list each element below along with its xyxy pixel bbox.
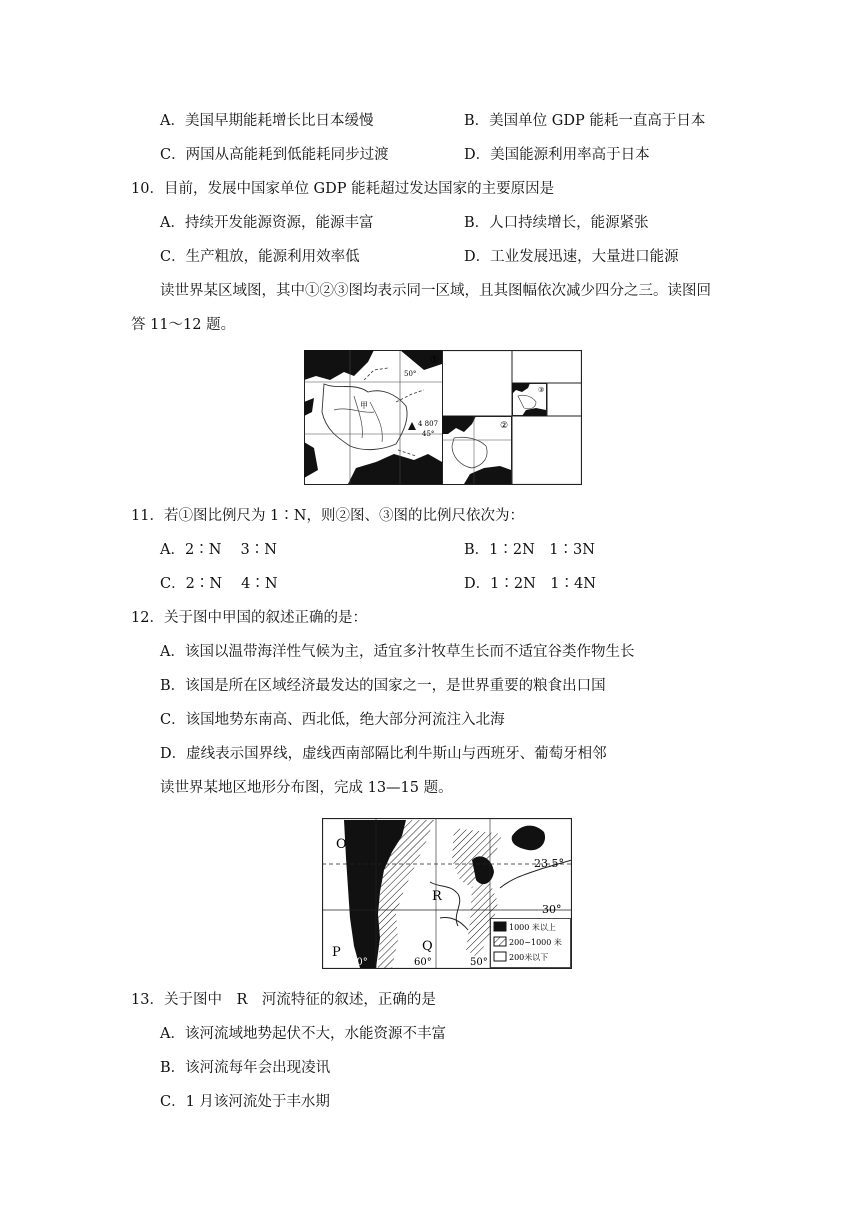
- q13-option-c: C．1 月该河流处于丰水期: [160, 1094, 330, 1110]
- q10-option-d: D．工业发展迅速，大量进口能源: [464, 249, 679, 265]
- lon-0: 0°: [342, 474, 350, 482]
- peak-height: 4 807: [418, 420, 439, 428]
- lat-45: 45°: [422, 430, 435, 438]
- lon-50: 50°: [470, 957, 488, 968]
- q9-option-d: D．美国能源利用率高于日本: [464, 147, 650, 163]
- q11-option-b: B．1∶2N 1∶3N: [464, 542, 595, 558]
- q11-option-d: D．1∶2N 1∶4N: [464, 576, 596, 592]
- q10-option-b: B．人口持续增长，能源紧张: [464, 215, 649, 231]
- lat-23-5: 23.5°: [534, 857, 564, 870]
- q9-option-b: B．美国单位 GDP 能耗一直高于日本: [464, 113, 706, 129]
- q12-option-d: D．虚线表示国界线，虚线西南部隔比利牛斯山与西班牙、葡萄牙相邻: [160, 746, 607, 762]
- q12-option-c: C．该国地势东南高、西北低，绝大部分河流注入北海: [160, 712, 505, 728]
- intro-11-12-line2: 答 11～12 题。: [131, 317, 236, 333]
- q13-option-a: A．该河流域地势起伏不大，水能资源不丰富: [160, 1026, 446, 1042]
- q10-stem: 10．目前，发展中国家单位 GDP 能耗超过发达国家的主要原因是: [131, 181, 555, 197]
- q13-option-b: B．该河流每年会出现凌讯: [160, 1060, 331, 1076]
- lat-30: 30°: [542, 903, 562, 916]
- country-jia: 甲: [360, 401, 368, 410]
- lon-70: 70°: [350, 957, 368, 968]
- legend-label-high: 1000 米以上: [509, 923, 556, 932]
- lat-50: 50°: [404, 370, 417, 378]
- label-panel-3: ③: [538, 386, 545, 394]
- intro-11-12-line1: 读世界某区域图，其中①②③图均表示同一区域，且其图幅依次减少四分之三。读图回: [160, 283, 711, 299]
- lon-60: 60°: [414, 957, 432, 968]
- q10-option-c: C．生产粗放，能源利用效率低: [160, 249, 360, 265]
- q13-stem: 13．关于图中 R 河流特征的叙述，正确的是: [131, 992, 436, 1008]
- terrain-map-figure: [322, 818, 572, 969]
- label-r: R: [432, 889, 442, 904]
- legend-swatch-mid: [494, 937, 506, 946]
- q12-stem: 12．关于图中甲国的叙述正确的是：: [131, 610, 367, 626]
- q11-option-c: C．2∶N 4∶N: [160, 576, 278, 592]
- intro-13-15: 读世界某地区地形分布图，完成 13—15 题。: [160, 780, 453, 796]
- q12-option-b: B．该国是所在区域经济最发达的国家之一，是世界重要的粮食出口国: [160, 678, 606, 694]
- label-o: O: [336, 837, 347, 852]
- q9-option-c: C．两国从高能耗到低能耗同步过渡: [160, 147, 389, 163]
- region-map-figure: [304, 350, 582, 485]
- label-panel-2: ②: [500, 421, 509, 431]
- q9-option-a: A．美国早期能耗增长比日本缓慢: [160, 113, 374, 129]
- q11-stem: 11．若①图比例尺为 1∶N，则②图、③图的比例尺依次为：: [131, 508, 524, 524]
- legend-label-low: 200米以下: [509, 953, 549, 962]
- label-p: P: [332, 945, 341, 960]
- q12-option-a: A．该国以温带海洋性气候为主，适宜多汁牧草生长而不适宜谷类作物生长: [160, 644, 635, 660]
- q11-option-a: A．2∶N 3∶N: [160, 542, 277, 558]
- label-q: Q: [422, 939, 433, 954]
- q10-option-a: A．持续开发能源资源，能源丰富: [160, 215, 374, 231]
- legend-swatch-high: [494, 922, 506, 931]
- label-panel-1: ①: [430, 355, 439, 366]
- legend-label-mid: 200~1000 米: [509, 938, 562, 947]
- legend-swatch-low: [494, 952, 506, 961]
